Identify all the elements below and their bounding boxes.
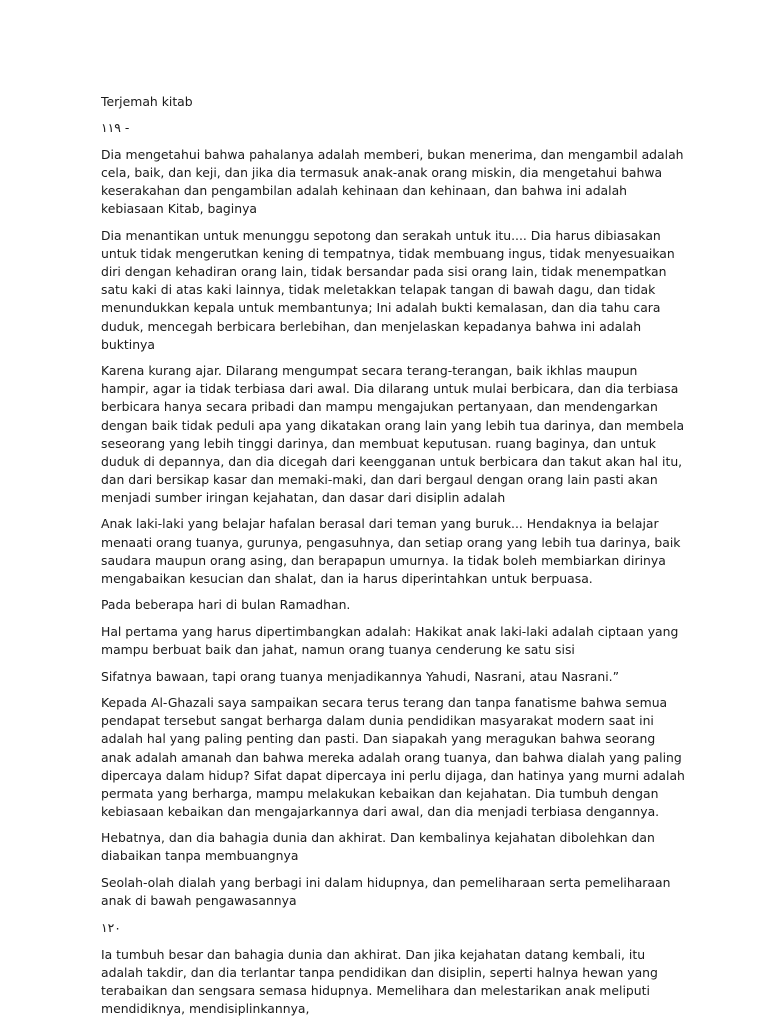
page-marker-119: ١١٩ - xyxy=(101,120,130,136)
page-marker-120: ١٢٠ xyxy=(101,919,121,935)
paragraph: Dia mengetahui bahwa pahalanya adalah memberi, bukan menerima, dan mengambil adalah cela, baik, dan keji, dan jika dia termasuk anak-anak orang miskin, dia mengetahui bahwa keserakahan dan pengambilan adalah kehinaan dan kehinaan, dan bahwa ini adalah kebiasaan Kitab, baginya xyxy=(101,147,684,217)
paragraph: Ia tumbuh besar dan bahagia dunia dan akhirat. Dan jika kejahatan datang kembali, itu adalah takdir, dan dia terlantar tanpa pendidikan dan disiplin, seperti halnya hewan yang terabaikan dan sengsara semasa hidupnya. Memelihara dan melestarikan anak meliputi mendidiknya, mendisiplinkannya, xyxy=(101,946,658,1017)
paragraph: Kepada Al-Ghazali saya sampaikan secara terus terang dan tanpa fanatisme bahwa semua pendapat tersebut sangat berharga dalam dunia pendidikan masyarakat modern saat ini adalah hal yang paling penting dan pasti. Dan siapakah yang meragukan bahwa seorang anak adalah amanah dan bahwa mereka adalah orang tuanya, dan bahwa dialah yang paling dipercaya dalam hidup? Sifat dapat dipercaya ini perlu dijaga, dan hatinya yang murni adalah permata yang berharga, mampu melakukan kebaikan dan kejahatan. Dia tumbuh dengan kebiasaan kebaikan dan mengajarkannya dari awal, dan dia menjadi terbiasa dengannya. xyxy=(101,695,685,819)
document-page xyxy=(101,93,686,1027)
paragraph: Karena kurang ajar. Dilarang mengumpat secara terang-terangan, baik ikhlas maupun hampir, agar ia tidak terbiasa dari awal. Dia dilarang untuk mulai berbicara, dan dia terbiasa berbicara hanya secara pribadi dan mampu mengajukan pertanyaan, dan mendengarkan dengan baik tidak peduli apa yang dikatakan orang lain yang lebih tua darinya, dan membela seseorang yang lebih tinggi darinya, dan membuat keputusan. ruang baginya, dan untuk duduk di depannya, dan dia dicegah dari keengganan untuk berbicara dan takut akan hal itu, dan dari bersikap kasar dan memaki-maki, dan dari bergaul dengan orang lain pasti akan menjadi sumber iringan kejahatan, dan dasar dari disiplin adalah xyxy=(101,363,685,505)
paragraph: Hal pertama yang harus dipertimbangkan adalah: Hakikat anak laki-laki adalah ciptaan yang mampu berbuat baik dan jahat, namun orang tuanya cenderung ke satu sisi xyxy=(101,623,679,658)
document-title: Terjemah kitab xyxy=(101,94,193,109)
paragraph: Seolah-olah dialah yang berbagi ini dalam hidupnya, dan pemeliharaan serta pemeliharaan anak di bawah pengawasannya xyxy=(101,875,671,909)
paragraph: Pada beberapa hari di bulan Ramadhan. xyxy=(101,597,351,613)
paragraph: Anak laki-laki yang belajar hafalan berasal dari teman yang buruk... Hendaknya ia belajar menaati orang tuanya, gurunya, pengasuhnya, dan setiap orang yang lebih tua darinya, baik saudara maupun orang asing, dan berapapun umurnya. Ia tidak boleh membiarkan dirinya mengabaikan kesucian dan shalat, dan ia harus diperintahkan untuk berpuasa. xyxy=(101,516,681,586)
paragraph: Sifatnya bawaan, tapi orang tuanya menjadikannya Yahudi, Nasrani, atau Nasrani.” xyxy=(101,668,620,684)
paragraph: Hebatnya, dan dia bahagia dunia dan akhirat. Dan kembalinya kejahatan dibolehkan dan diabaikan tanpa membuangnya xyxy=(101,830,655,864)
paragraph: Dia menantikan untuk menunggu sepotong dan serakah untuk itu.... Dia harus dibiasakan untuk tidak mengerutkan kening di tempatnya, tidak membuang ingus, tidak menyesuaikan diri dengan kehadiran orang lain, tidak bersandar pada sisi orang lain, tidak menempatkan satu kaki di atas kaki lainnya, tidak meletakkan telapak tangan di bawah dagu, dan tidak menundukkan kepala untuk membantunya; Ini adalah bukti kemalasan, dan dia tahu cara duduk, mencegah berbicara berlebihan, dan menjelaskan kepadanya bahwa ini adalah buktinya xyxy=(101,228,675,352)
